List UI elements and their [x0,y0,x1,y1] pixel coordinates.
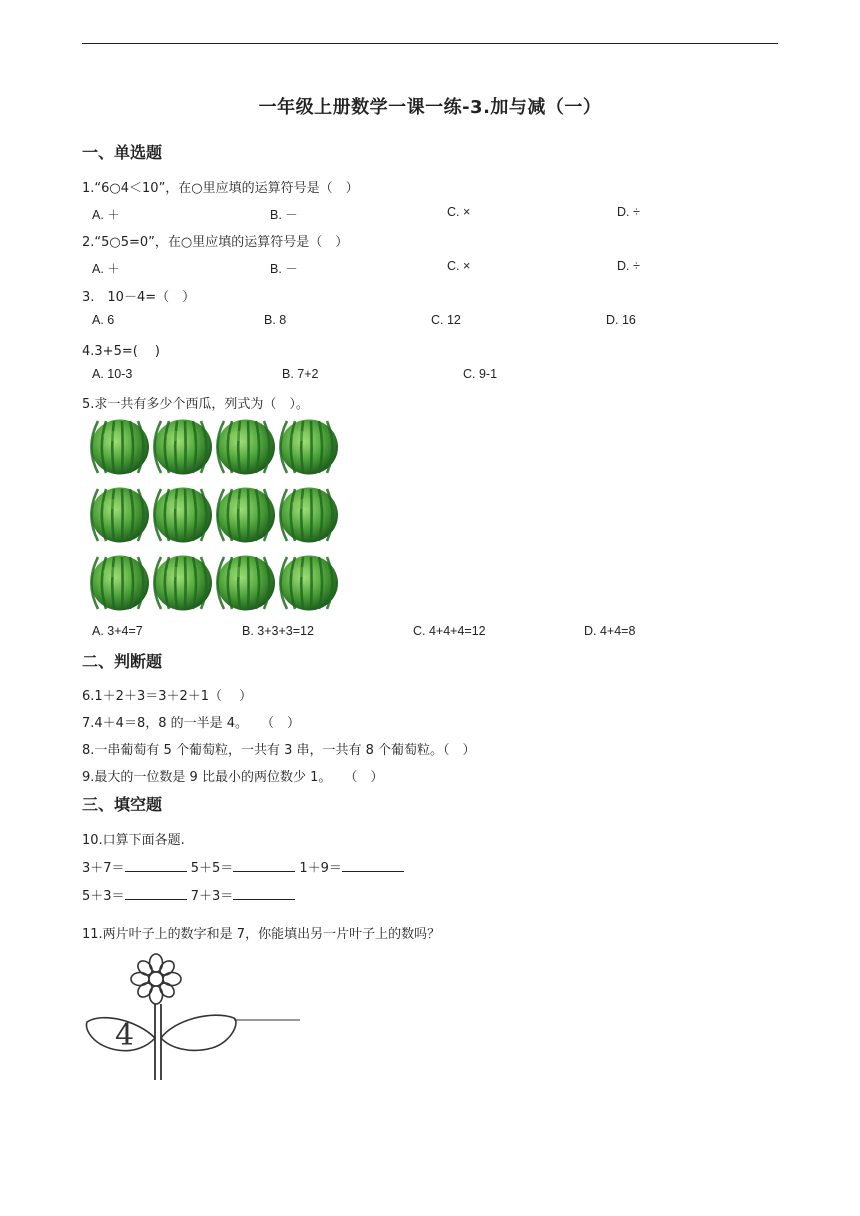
q10-row-2 [82,885,295,904]
section-heading-single-choice: 一、单选题 [82,143,163,162]
watermelon-icon [279,486,339,544]
q2-option-a[interactable]: A. ＋ [92,262,120,276]
watermelons-image [90,418,350,618]
answer-blank[interactable] [125,859,187,872]
watermelon-icon [90,486,150,544]
watermelon-icon [216,418,276,476]
question-5: 5.求一共有多少个西瓜，列式为（ ）。 [82,397,309,412]
question-2: 2.“5○5=0”，在○里应填的运算符号是（ ） [82,235,349,250]
answer-blank[interactable] [125,887,187,900]
q10-item-4: 5＋3＝ [82,889,125,904]
watermelon-icon [216,554,276,612]
watermelon-icon [153,486,213,544]
watermelon-icon [216,486,276,544]
q3-option-a[interactable]: A. 6 [92,313,115,327]
question-8: 8.一串葡萄有 5 个葡萄粒，一共有 3 串，一共有 8 个葡萄粒。（ ） [82,743,476,758]
q3-option-b[interactable]: B. 8 [264,313,287,327]
q5-option-d[interactable]: D. 4+4=8 [584,624,636,638]
q2-option-b[interactable]: B. － [270,262,298,276]
watermelon-icon [153,418,213,476]
q10-item-2: 5＋5＝ [190,861,234,876]
watermelon-icon [279,418,339,476]
watermelon-icon [90,554,150,612]
q4-option-a[interactable]: A. 10-3 [92,367,133,381]
question-7: 7.4＋4＝8，8 的一半是 4。 （ ） [82,716,301,731]
header-rule [82,43,778,44]
q1-option-b[interactable]: B. － [270,208,298,222]
flower-leaves-image [82,950,307,1080]
question-1: 1.“6○4＜10”，在○里应填的运算符号是（ ） [82,181,359,196]
q5-option-a[interactable]: A. 3+4=7 [92,624,143,638]
page-title: 一年级上册数学一课一练-3.加与减（一） [258,97,602,118]
q5-option-c[interactable]: C. 4+4+4=12 [413,624,486,638]
question-3: 3. 10－4=（ ） [82,290,196,305]
q4-option-c[interactable]: C. 9-1 [463,367,498,381]
flower-drawing [82,950,307,1080]
question-11: 11.两片叶子上的数字和是 7，你能填出另一片叶子上的数吗？ [82,927,441,942]
q5-option-b[interactable]: B. 3+3+3=12 [242,624,314,638]
q10-item-1: 3＋7＝ [82,861,125,876]
q3-option-c[interactable]: C. 12 [431,313,461,327]
q1-option-d[interactable]: D. ÷ [617,205,640,219]
question-4: 4.3+5=( ) [82,344,161,359]
watermelon-icon [153,554,213,612]
flower-petals-icon [131,954,181,1004]
q2-option-c[interactable]: C. × [447,259,471,273]
watermelon-icon [279,554,339,612]
question-9: 9.最大的一位数是 9 比最小的两位数少 1。 （ ） [82,770,384,785]
q3-option-d[interactable]: D. 16 [606,313,636,327]
q10-item-5: 7＋3＝ [190,889,234,904]
q10-row-1 [82,857,404,876]
answer-blank[interactable] [233,859,295,872]
section-heading-true-false: 二、判断题 [82,652,163,671]
answer-blank[interactable] [342,859,404,872]
section-heading-fill-blank: 三、填空题 [82,795,163,814]
watermelon-icon [90,418,150,476]
q10-item-3: 1＋9＝ [299,861,342,876]
question-6: 6.1＋2＋3＝3＋2＋1（ ） [82,689,253,704]
q2-option-d[interactable]: D. ÷ [617,259,640,273]
answer-blank[interactable] [233,887,295,900]
question-10: 10.口算下面各题. [82,833,185,848]
right-leaf-icon [161,1015,236,1050]
q1-option-a[interactable]: A. ＋ [92,208,120,222]
q4-option-b[interactable]: B. 7+2 [282,367,319,381]
q1-option-c[interactable]: C. × [447,205,471,219]
leaf-number: 4 [115,1018,135,1053]
